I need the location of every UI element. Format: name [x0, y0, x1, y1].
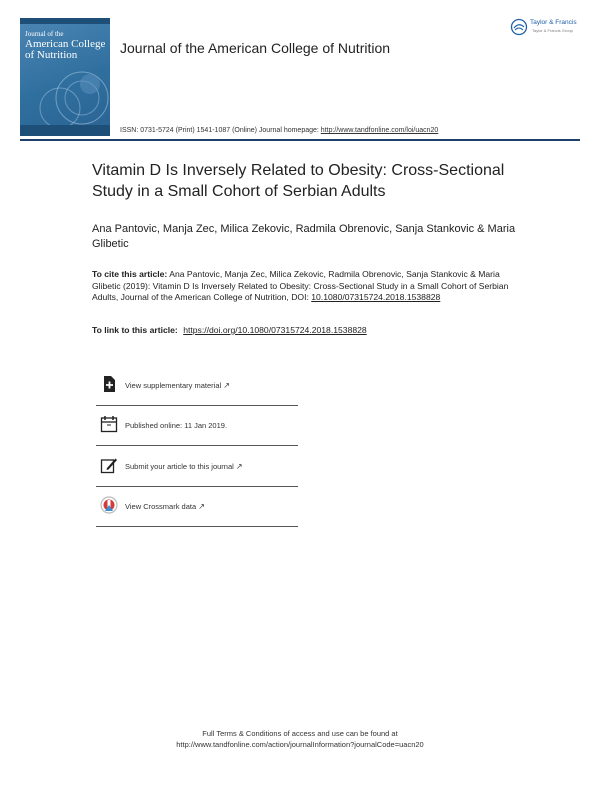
supplementary-plus-icon: [100, 375, 118, 393]
submit-article-row[interactable]: [96, 447, 298, 487]
row-divider: [96, 445, 298, 446]
publisher-name: Taylor & Francis: [530, 19, 577, 26]
article-title: Vitamin D Is Inversely Related to Obesity: Cross-Sectional Study in a Small Cohort of Serbian Adults: [92, 162, 505, 200]
row-divider: [96, 526, 298, 527]
article-link-label: To link to this article:: [92, 325, 178, 335]
cover-decorative-circles: [20, 18, 110, 136]
article-doi-link[interactable]: https://doi.org/10.1080/07315724.2018.1538828: [183, 325, 367, 335]
cover-title-line-1: American College: [25, 38, 106, 50]
citation-text: Ana Pantovic, Manja Zec, Milica Zekovic, Radmila Obrenovic, Sanja Stankovic & Maria Glibetic (2019): Vitamin D Is Inversely Related to Obesity: Cross-Sectional Study in a Small Cohort of Serbian Adults, Journal of the American College of Nutrition, DOI:: [92, 269, 509, 302]
page-footer: [100, 728, 500, 750]
footer-terms-url[interactable]: http://www.tandfonline.com/action/journalInformation?journalCode=uacn20: [176, 740, 424, 749]
publisher-tagline: Taylor & Francis Group: [532, 28, 573, 33]
cover-footer-bar: [20, 125, 110, 136]
article-authors: Ana Pantovic, Manja Zec, Milica Zekovic, Radmila Obrenovic, Sanja Stankovic & Maria Glibetic: [92, 223, 516, 250]
cover-title-small: Journal of the: [25, 30, 64, 38]
edit-pencil-icon: [100, 456, 118, 474]
article-link-line: [92, 325, 512, 335]
cover-title-line-2: of Nutrition: [25, 49, 78, 61]
crossmark-row[interactable]: [96, 487, 298, 527]
issn-text: ISSN: 0731-5724 (Print) 1541-1087 (Online) Journal homepage:: [120, 127, 319, 134]
calendar-icon: [100, 415, 118, 433]
citation-label: To cite this article:: [92, 269, 168, 279]
citation-block: [92, 269, 512, 304]
publisher-logo-icon: [510, 18, 528, 36]
footer-terms-text: Full Terms & Conditions of access and use can be found at: [202, 729, 398, 738]
published-online-row: [96, 406, 298, 446]
journal-title: Journal of the American College of Nutrition: [120, 40, 391, 56]
citation-doi-link[interactable]: 10.1080/07315724.2018.1538828: [311, 292, 441, 302]
publisher-logo: [510, 18, 582, 38]
crossmark-label: View Crossmark data ↗: [125, 502, 205, 511]
journal-homepage-link[interactable]: http://www.tandfonline.com/loi/uacn20: [320, 127, 439, 134]
supplementary-material-row[interactable]: [96, 366, 298, 406]
header-divider: [20, 139, 580, 141]
issn-line: [120, 127, 438, 134]
submit-label: Submit your article to this journal ↗: [125, 462, 243, 471]
published-date-label: Published online: 11 Jan 2019.: [125, 421, 228, 430]
journal-cover: [20, 18, 110, 136]
supplementary-label: View supplementary material ↗: [125, 381, 230, 390]
crossmark-icon: [100, 496, 118, 514]
